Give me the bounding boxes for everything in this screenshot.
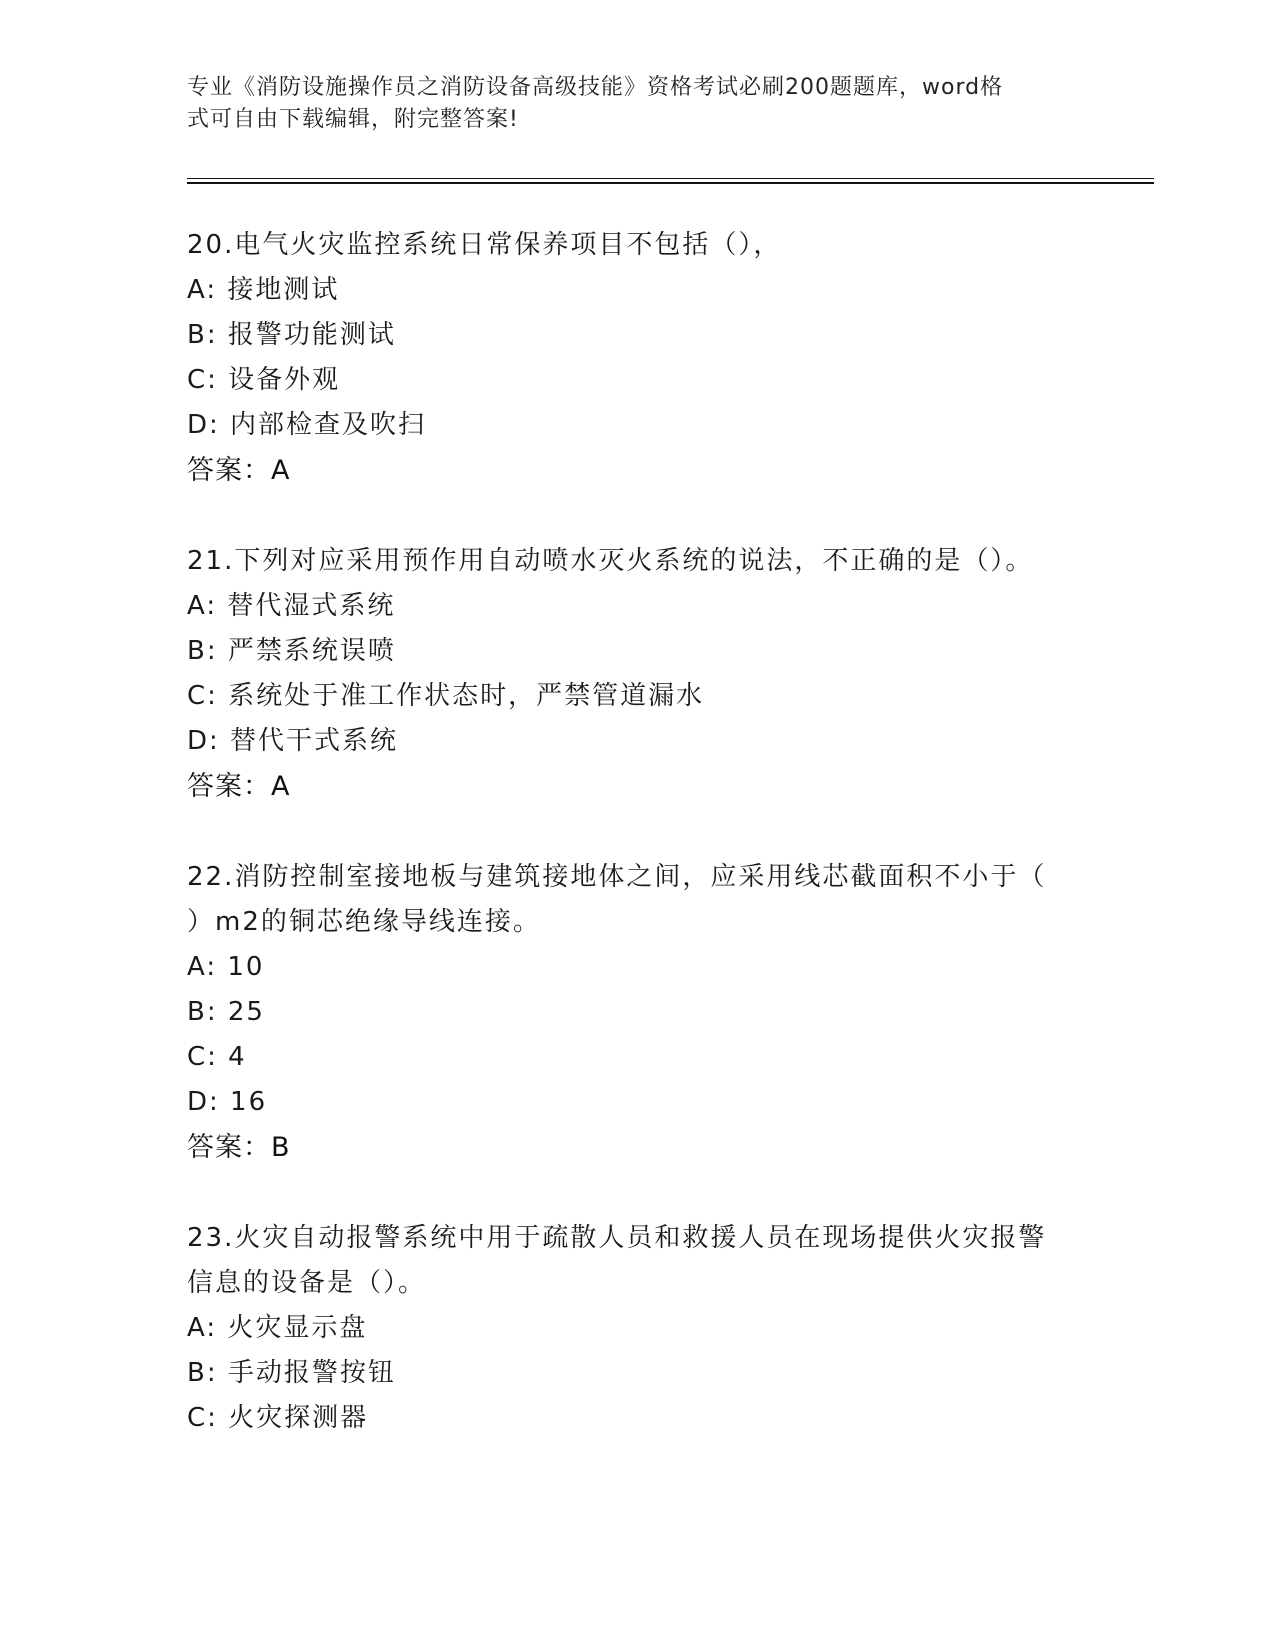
- question-20: [187, 223, 1087, 494]
- option-d: D: 内部检查及吹扫: [187, 410, 427, 440]
- question-title-line-2: 信息的设备是（）。: [187, 1268, 427, 1298]
- option-c: C: 系统处于准工作状态时，严禁管道漏水: [187, 681, 705, 711]
- option-b: B: 手动报警按钮: [187, 1358, 396, 1388]
- option-a: A: 火灾显示盘: [187, 1313, 368, 1343]
- option-c: C: 4: [187, 1042, 247, 1072]
- question-22: [187, 855, 1087, 1171]
- question-23: [187, 1216, 1087, 1441]
- option-c: C: 火灾探测器: [187, 1403, 369, 1433]
- question-title-line-1: 22.消防控制室接地板与建筑接地体之间，应采用线芯截面积不小于（: [187, 862, 1047, 892]
- answer-line: 答案：B: [187, 1132, 291, 1163]
- question-title: 20.电气火灾监控系统日常保养项目不包括（），: [187, 230, 782, 260]
- option-a: A: 替代湿式系统: [187, 591, 396, 621]
- option-b: B: 25: [187, 997, 265, 1027]
- option-d: D: 16: [187, 1087, 268, 1117]
- option-c: C: 设备外观: [187, 365, 341, 395]
- header-divider-thin: [187, 178, 1154, 179]
- answer-line: 答案：A: [187, 771, 291, 802]
- option-a: A: 接地测试: [187, 275, 340, 305]
- option-a: A: 10: [187, 952, 265, 982]
- document-header: [187, 72, 1067, 136]
- option-b: B: 严禁系统误喷: [187, 636, 396, 666]
- header-line-2: 式可自由下载编辑，附完整答案!: [187, 107, 519, 132]
- answer-line: 答案：A: [187, 455, 291, 486]
- option-b: B: 报警功能测试: [187, 320, 396, 350]
- question-21: [187, 539, 1087, 810]
- question-title-line-1: 23.火灾自动报警系统中用于疏散人员和救援人员在现场提供火灾报警: [187, 1223, 1047, 1253]
- question-title-line-2: ）m2的铜芯绝缘导线连接。: [187, 907, 541, 937]
- question-title: 21.下列对应采用预作用自动喷水灭火系统的说法，不正确的是（）。: [187, 546, 1034, 576]
- header-divider-thick: [187, 182, 1154, 184]
- header-line-1: 专业《消防设施操作员之消防设备高级技能》资格考试必刷200题题库，word格: [187, 75, 1004, 100]
- option-d: D: 替代干式系统: [187, 726, 399, 756]
